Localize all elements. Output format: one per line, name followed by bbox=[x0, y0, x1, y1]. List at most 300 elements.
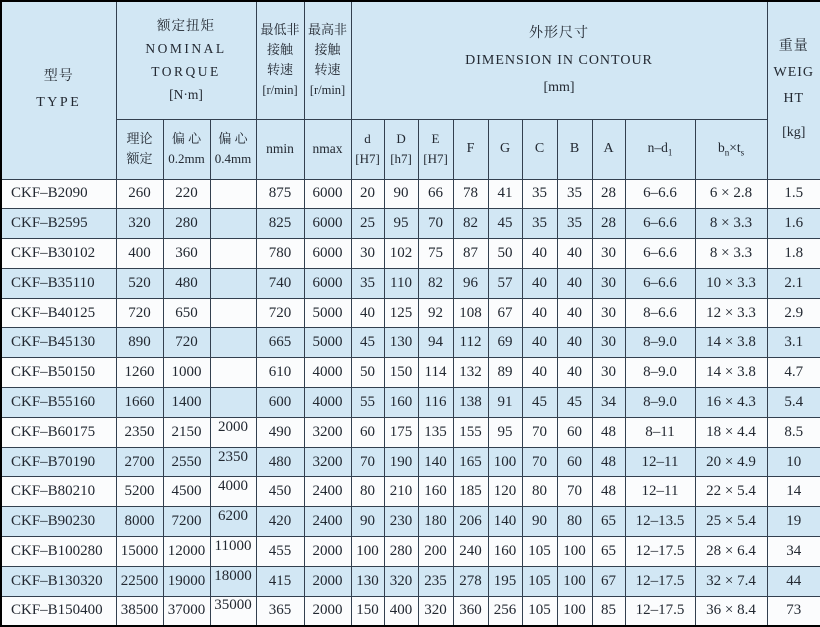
value-cell: 65 bbox=[592, 507, 625, 537]
value-cell: 40 bbox=[557, 239, 592, 269]
value-cell: 165 bbox=[453, 447, 488, 477]
type-cell: CKF–B130320 bbox=[1, 566, 116, 596]
subheader-A: A bbox=[592, 119, 625, 179]
value-cell: 70 bbox=[522, 447, 557, 477]
header-torque-en1: NOMINAL bbox=[145, 41, 227, 57]
value-cell: 19 bbox=[767, 507, 820, 537]
header-dimension bbox=[351, 1, 767, 119]
value-cell: 25 × 5.4 bbox=[695, 507, 767, 537]
value-cell: 66 bbox=[418, 179, 453, 209]
type-cell: CKF–B40125 bbox=[1, 298, 116, 328]
value-cell: 35000 bbox=[210, 596, 256, 626]
value-cell: 160 bbox=[384, 388, 418, 418]
value-cell: 200 bbox=[418, 537, 453, 567]
value-cell: 30 bbox=[592, 328, 625, 358]
value-cell: 37000 bbox=[163, 596, 210, 626]
value-cell: 40 bbox=[351, 298, 384, 328]
value-cell: 650 bbox=[163, 298, 210, 328]
value-cell: 8 × 3.3 bbox=[695, 209, 767, 239]
value-cell: 48 bbox=[592, 417, 625, 447]
value-cell: 35 bbox=[557, 179, 592, 209]
value-cell: 112 bbox=[453, 328, 488, 358]
table-row bbox=[1, 268, 820, 298]
value-cell: 108 bbox=[453, 298, 488, 328]
value-cell: 2000 bbox=[210, 417, 256, 447]
table-row bbox=[1, 566, 820, 596]
value-cell: 91 bbox=[488, 388, 522, 418]
value-cell: 67 bbox=[488, 298, 522, 328]
value-cell: 22500 bbox=[116, 566, 163, 596]
value-cell: 12–13.5 bbox=[625, 507, 695, 537]
value-cell: 190 bbox=[384, 447, 418, 477]
value-cell: 665 bbox=[256, 328, 304, 358]
header-weight-en2: HT bbox=[783, 91, 805, 107]
value-cell: 12–17.5 bbox=[625, 596, 695, 626]
value-cell: 260 bbox=[116, 179, 163, 209]
value-cell: 12000 bbox=[163, 537, 210, 567]
value-cell: 400 bbox=[116, 239, 163, 269]
value-cell: 12–11 bbox=[625, 477, 695, 507]
value-cell: 150 bbox=[384, 358, 418, 388]
value-cell: 94 bbox=[418, 328, 453, 358]
value-cell: 30 bbox=[592, 239, 625, 269]
subheader-G: G bbox=[488, 119, 522, 179]
value-cell bbox=[210, 209, 256, 239]
value-cell: 5200 bbox=[116, 477, 163, 507]
value-cell: 220 bbox=[163, 179, 210, 209]
value-cell: 8–11 bbox=[625, 417, 695, 447]
value-cell: 360 bbox=[453, 596, 488, 626]
header-torque-zh: 额定扭矩 bbox=[157, 18, 216, 34]
type-cell: CKF–B70190 bbox=[1, 447, 116, 477]
value-cell: 12–17.5 bbox=[625, 566, 695, 596]
value-cell: 12–17.5 bbox=[625, 537, 695, 567]
value-cell: 280 bbox=[163, 209, 210, 239]
value-cell: 35 bbox=[522, 209, 557, 239]
value-cell: 480 bbox=[256, 447, 304, 477]
value-cell: 60 bbox=[557, 417, 592, 447]
value-cell: 415 bbox=[256, 566, 304, 596]
value-cell: 18 × 4.4 bbox=[695, 417, 767, 447]
value-cell: 12 × 3.3 bbox=[695, 298, 767, 328]
value-cell: 18000 bbox=[210, 566, 256, 596]
value-cell: 90 bbox=[384, 179, 418, 209]
value-cell: 40 bbox=[522, 239, 557, 269]
value-cell: 2000 bbox=[304, 566, 351, 596]
table-row bbox=[1, 239, 820, 269]
value-cell: 45 bbox=[557, 388, 592, 418]
header-torque-unit: [N·m] bbox=[169, 87, 203, 103]
value-cell: 175 bbox=[384, 417, 418, 447]
table-row bbox=[1, 388, 820, 418]
value-cell: 740 bbox=[256, 268, 304, 298]
value-cell: 6–6.6 bbox=[625, 209, 695, 239]
value-cell: 320 bbox=[384, 566, 418, 596]
value-cell: 10 bbox=[767, 447, 820, 477]
value-cell: 6–6.6 bbox=[625, 239, 695, 269]
value-cell: 73 bbox=[767, 596, 820, 626]
value-cell: 230 bbox=[384, 507, 418, 537]
header-row-main bbox=[1, 1, 820, 119]
header-nmin-l3: 转速 bbox=[267, 62, 294, 78]
value-cell: 41 bbox=[488, 179, 522, 209]
value-cell: 1.5 bbox=[767, 179, 820, 209]
value-cell: 720 bbox=[116, 298, 163, 328]
value-cell: 11000 bbox=[210, 537, 256, 567]
value-cell: 45 bbox=[522, 388, 557, 418]
value-cell: 2.9 bbox=[767, 298, 820, 328]
value-cell: 10 × 3.3 bbox=[695, 268, 767, 298]
value-cell: 256 bbox=[488, 596, 522, 626]
value-cell: 8000 bbox=[116, 507, 163, 537]
value-cell: 125 bbox=[384, 298, 418, 328]
value-cell: 100 bbox=[557, 566, 592, 596]
header-weight-unit: [kg] bbox=[782, 125, 806, 141]
value-cell: 40 bbox=[557, 298, 592, 328]
value-cell: 6000 bbox=[304, 268, 351, 298]
value-cell: 105 bbox=[522, 537, 557, 567]
table-row bbox=[1, 298, 820, 328]
value-cell: 5000 bbox=[304, 328, 351, 358]
subheader-nmax: nmax bbox=[304, 119, 351, 179]
value-cell: 4000 bbox=[210, 477, 256, 507]
header-nmax-l3: 转速 bbox=[314, 62, 341, 78]
value-cell: 48 bbox=[592, 447, 625, 477]
value-cell: 2350 bbox=[116, 417, 163, 447]
type-cell: CKF–B2595 bbox=[1, 209, 116, 239]
value-cell: 206 bbox=[453, 507, 488, 537]
value-cell: 780 bbox=[256, 239, 304, 269]
value-cell: 14 × 3.8 bbox=[695, 358, 767, 388]
value-cell: 50 bbox=[488, 239, 522, 269]
type-cell: CKF–B80210 bbox=[1, 477, 116, 507]
value-cell: 70 bbox=[557, 477, 592, 507]
value-cell: 40 bbox=[522, 268, 557, 298]
value-cell: 2000 bbox=[304, 596, 351, 626]
header-nmax-group bbox=[304, 1, 351, 119]
value-cell: 2400 bbox=[304, 477, 351, 507]
value-cell: 82 bbox=[453, 209, 488, 239]
value-cell: 2150 bbox=[163, 417, 210, 447]
value-cell: 320 bbox=[116, 209, 163, 239]
value-cell: 55 bbox=[351, 388, 384, 418]
value-cell: 22 × 5.4 bbox=[695, 477, 767, 507]
value-cell: 2350 bbox=[210, 447, 256, 477]
subheader-F: F bbox=[453, 119, 488, 179]
value-cell: 14 bbox=[767, 477, 820, 507]
value-cell: 1660 bbox=[116, 388, 163, 418]
value-cell: 210 bbox=[384, 477, 418, 507]
value-cell: 12–11 bbox=[625, 447, 695, 477]
value-cell: 875 bbox=[256, 179, 304, 209]
value-cell: 40 bbox=[522, 298, 557, 328]
value-cell: 7200 bbox=[163, 507, 210, 537]
value-cell: 4000 bbox=[304, 388, 351, 418]
table-row bbox=[1, 358, 820, 388]
header-row-sub bbox=[1, 119, 820, 179]
value-cell: 160 bbox=[488, 537, 522, 567]
value-cell: 8–6.6 bbox=[625, 298, 695, 328]
header-type-zh: 型号 bbox=[43, 69, 74, 85]
value-cell: 365 bbox=[256, 596, 304, 626]
value-cell: 96 bbox=[453, 268, 488, 298]
value-cell: 3200 bbox=[304, 417, 351, 447]
type-cell: CKF–B55160 bbox=[1, 388, 116, 418]
value-cell: 82 bbox=[418, 268, 453, 298]
value-cell: 32 × 7.4 bbox=[695, 566, 767, 596]
value-cell bbox=[210, 298, 256, 328]
value-cell: 95 bbox=[384, 209, 418, 239]
value-cell: 140 bbox=[418, 447, 453, 477]
table-row bbox=[1, 596, 820, 626]
value-cell: 320 bbox=[418, 596, 453, 626]
value-cell bbox=[210, 328, 256, 358]
value-cell: 8 × 3.3 bbox=[695, 239, 767, 269]
header-nmin-group bbox=[256, 1, 304, 119]
value-cell: 100 bbox=[557, 596, 592, 626]
value-cell: 155 bbox=[453, 417, 488, 447]
value-cell bbox=[210, 268, 256, 298]
value-cell: 610 bbox=[256, 358, 304, 388]
value-cell: 5000 bbox=[304, 298, 351, 328]
header-torque-en2: TORQUE bbox=[151, 64, 221, 80]
header-weight bbox=[767, 1, 820, 179]
value-cell: 130 bbox=[351, 566, 384, 596]
type-cell: CKF–B50150 bbox=[1, 358, 116, 388]
subheader-n-d1: $n-d_1$ bbox=[625, 119, 695, 179]
value-cell bbox=[210, 388, 256, 418]
value-cell bbox=[210, 358, 256, 388]
value-cell: 34 bbox=[592, 388, 625, 418]
value-cell: 3.1 bbox=[767, 328, 820, 358]
value-cell: 1260 bbox=[116, 358, 163, 388]
value-cell: 67 bbox=[592, 566, 625, 596]
value-cell: 140 bbox=[488, 507, 522, 537]
value-cell: 69 bbox=[488, 328, 522, 358]
value-cell: 45 bbox=[488, 209, 522, 239]
value-cell: 132 bbox=[453, 358, 488, 388]
value-cell: 6000 bbox=[304, 179, 351, 209]
value-cell: 114 bbox=[418, 358, 453, 388]
value-cell: 420 bbox=[256, 507, 304, 537]
value-cell: 2.1 bbox=[767, 268, 820, 298]
value-cell: 48 bbox=[592, 477, 625, 507]
value-cell: 100 bbox=[488, 447, 522, 477]
value-cell: 825 bbox=[256, 209, 304, 239]
value-cell: 92 bbox=[418, 298, 453, 328]
value-cell: 520 bbox=[116, 268, 163, 298]
value-cell: 2700 bbox=[116, 447, 163, 477]
value-cell: 34 bbox=[767, 537, 820, 567]
subheader-theoretical: 理论 额定 bbox=[116, 119, 163, 179]
value-cell: 89 bbox=[488, 358, 522, 388]
value-cell: 70 bbox=[522, 417, 557, 447]
value-cell: 4000 bbox=[304, 358, 351, 388]
header-nmin-l1: 最低非 bbox=[260, 22, 300, 38]
header-type-en: TYPE bbox=[36, 95, 82, 111]
value-cell: 20 bbox=[351, 179, 384, 209]
value-cell: 60 bbox=[351, 417, 384, 447]
value-cell: 95 bbox=[488, 417, 522, 447]
table-row bbox=[1, 507, 820, 537]
value-cell: 480 bbox=[163, 268, 210, 298]
value-cell: 40 bbox=[557, 358, 592, 388]
value-cell: 16 × 4.3 bbox=[695, 388, 767, 418]
value-cell: 360 bbox=[163, 239, 210, 269]
subheader-b-x-t: $b_n\times t_s$ bbox=[695, 119, 767, 179]
header-nmax-unit: [r/min] bbox=[309, 83, 346, 98]
value-cell: 40 bbox=[522, 328, 557, 358]
type-cell: CKF–B90230 bbox=[1, 507, 116, 537]
value-cell: 44 bbox=[767, 566, 820, 596]
header-dim-zh: 外形尺寸 bbox=[529, 25, 590, 41]
type-cell: CKF–B100280 bbox=[1, 537, 116, 567]
value-cell: 65 bbox=[592, 537, 625, 567]
value-cell: 25 bbox=[351, 209, 384, 239]
value-cell: 35 bbox=[522, 179, 557, 209]
header-type bbox=[1, 1, 116, 179]
table-row bbox=[1, 328, 820, 358]
table-row bbox=[1, 209, 820, 239]
value-cell: 38500 bbox=[116, 596, 163, 626]
value-cell: 490 bbox=[256, 417, 304, 447]
value-cell: 4500 bbox=[163, 477, 210, 507]
header-nmax-l1: 最高非 bbox=[308, 22, 348, 38]
value-cell: 6000 bbox=[304, 239, 351, 269]
subheader-nmin: nmin bbox=[256, 119, 304, 179]
type-cell: CKF–B30102 bbox=[1, 239, 116, 269]
value-cell: 3200 bbox=[304, 447, 351, 477]
value-cell: 100 bbox=[557, 537, 592, 567]
value-cell: 8–9.0 bbox=[625, 328, 695, 358]
value-cell: 6200 bbox=[210, 507, 256, 537]
value-cell: 28 bbox=[592, 209, 625, 239]
value-cell: 160 bbox=[418, 477, 453, 507]
value-cell: 235 bbox=[418, 566, 453, 596]
value-cell: 280 bbox=[384, 537, 418, 567]
value-cell: 195 bbox=[488, 566, 522, 596]
value-cell: 87 bbox=[453, 239, 488, 269]
value-cell: 1.6 bbox=[767, 209, 820, 239]
value-cell: 14 × 3.8 bbox=[695, 328, 767, 358]
value-cell: 2550 bbox=[163, 447, 210, 477]
value-cell: 6000 bbox=[304, 209, 351, 239]
value-cell: 240 bbox=[453, 537, 488, 567]
type-cell: CKF–B2090 bbox=[1, 179, 116, 209]
value-cell: 102 bbox=[384, 239, 418, 269]
value-cell: 30 bbox=[592, 358, 625, 388]
value-cell: 78 bbox=[453, 179, 488, 209]
value-cell: 90 bbox=[522, 507, 557, 537]
value-cell: 90 bbox=[351, 507, 384, 537]
value-cell: 60 bbox=[557, 447, 592, 477]
value-cell: 1.8 bbox=[767, 239, 820, 269]
value-cell: 116 bbox=[418, 388, 453, 418]
value-cell: 5.4 bbox=[767, 388, 820, 418]
value-cell: 40 bbox=[557, 328, 592, 358]
value-cell: 450 bbox=[256, 477, 304, 507]
value-cell: 40 bbox=[522, 358, 557, 388]
value-cell: 2000 bbox=[304, 537, 351, 567]
subheader-ecc-04: 偏 心 0.4mm bbox=[210, 119, 256, 179]
value-cell: 8–9.0 bbox=[625, 358, 695, 388]
type-cell: CKF–B45130 bbox=[1, 328, 116, 358]
value-cell: 720 bbox=[256, 298, 304, 328]
value-cell: 278 bbox=[453, 566, 488, 596]
subheader-C: C bbox=[522, 119, 557, 179]
value-cell: 50 bbox=[351, 358, 384, 388]
value-cell: 100 bbox=[351, 537, 384, 567]
value-cell: 1400 bbox=[163, 388, 210, 418]
value-cell bbox=[210, 239, 256, 269]
table-body bbox=[1, 179, 820, 626]
value-cell: 30 bbox=[592, 268, 625, 298]
value-cell: 35 bbox=[351, 268, 384, 298]
value-cell: 135 bbox=[418, 417, 453, 447]
table-row bbox=[1, 179, 820, 209]
value-cell: 80 bbox=[351, 477, 384, 507]
value-cell: 36 × 8.4 bbox=[695, 596, 767, 626]
value-cell: 15000 bbox=[116, 537, 163, 567]
value-cell: 1000 bbox=[163, 358, 210, 388]
subheader-E: E [H7] bbox=[418, 119, 453, 179]
value-cell: 120 bbox=[488, 477, 522, 507]
table-row bbox=[1, 537, 820, 567]
value-cell: 57 bbox=[488, 268, 522, 298]
value-cell: 110 bbox=[384, 268, 418, 298]
value-cell: 35 bbox=[557, 209, 592, 239]
value-cell: 19000 bbox=[163, 566, 210, 596]
value-cell: 455 bbox=[256, 537, 304, 567]
table-row bbox=[1, 447, 820, 477]
value-cell: 180 bbox=[418, 507, 453, 537]
header-nmin-l2: 接触 bbox=[267, 42, 294, 58]
value-cell: 600 bbox=[256, 388, 304, 418]
header-weight-en1: WEIG bbox=[773, 65, 815, 81]
value-cell: 6–6.6 bbox=[625, 179, 695, 209]
value-cell: 400 bbox=[384, 596, 418, 626]
value-cell: 30 bbox=[351, 239, 384, 269]
value-cell: 70 bbox=[351, 447, 384, 477]
header-dim-en: DIMENSION IN CONTOUR bbox=[465, 52, 653, 68]
header-nominal-torque bbox=[116, 1, 256, 119]
value-cell: 30 bbox=[592, 298, 625, 328]
value-cell: 28 bbox=[592, 179, 625, 209]
subheader-D: D [h7] bbox=[384, 119, 418, 179]
value-cell: 6–6.6 bbox=[625, 268, 695, 298]
subheader-ecc-02: 偏 心 0.2mm bbox=[163, 119, 210, 179]
value-cell: 85 bbox=[592, 596, 625, 626]
value-cell: 185 bbox=[453, 477, 488, 507]
value-cell: 20 × 4.9 bbox=[695, 447, 767, 477]
header-weight-zh: 重量 bbox=[778, 39, 809, 55]
type-cell: CKF–B60175 bbox=[1, 417, 116, 447]
value-cell: 105 bbox=[522, 596, 557, 626]
value-cell: 40 bbox=[557, 268, 592, 298]
value-cell: 6 × 2.8 bbox=[695, 179, 767, 209]
subheader-B: B bbox=[557, 119, 592, 179]
value-cell: 80 bbox=[522, 477, 557, 507]
type-cell: CKF–B150400 bbox=[1, 596, 116, 626]
value-cell: 4.7 bbox=[767, 358, 820, 388]
value-cell: 105 bbox=[522, 566, 557, 596]
value-cell: 28 × 6.4 bbox=[695, 537, 767, 567]
value-cell: 70 bbox=[418, 209, 453, 239]
value-cell: 45 bbox=[351, 328, 384, 358]
value-cell: 75 bbox=[418, 239, 453, 269]
value-cell: 890 bbox=[116, 328, 163, 358]
header-nmin-unit: [r/min] bbox=[262, 83, 298, 98]
